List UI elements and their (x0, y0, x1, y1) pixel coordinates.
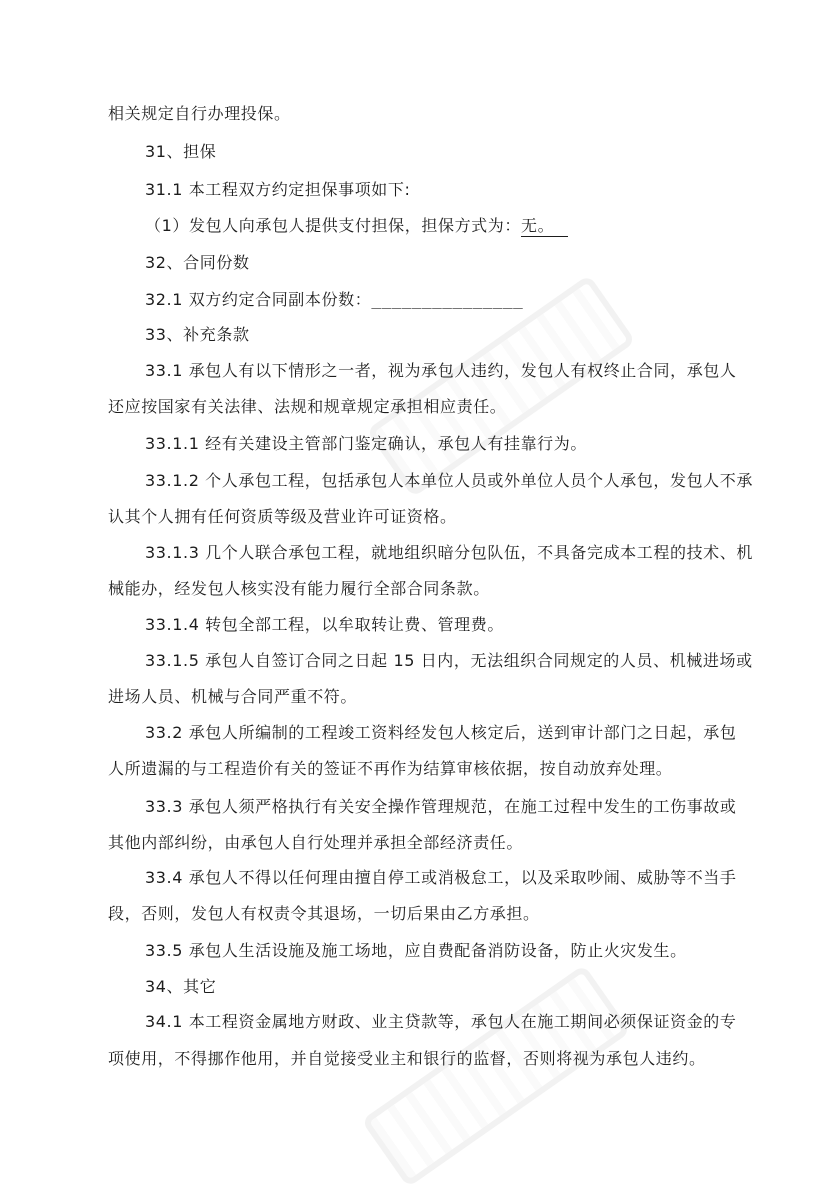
section-heading: 32、合同份数 (145, 253, 250, 272)
paragraph-line: 33.4 承包人不得以任何理由擅自停工或消极怠工，以及采取吵闹、威胁等不当手 (145, 868, 737, 887)
line-text: 32.1 双方约定合同副本份数： (145, 290, 372, 309)
paragraph-line: 还应按国家有关法律、法规和规章规定承担相应责任。 (108, 397, 507, 416)
paragraph-line: 人所遗漏的与工程造价有关的签证不再作为结算审核依据，按自动放弃处理。 (108, 759, 673, 778)
paragraph-line: 33.1.3 几个人联合承包工程，就地组织暗分包队伍，不具备完成本工程的技术、机 (145, 543, 753, 562)
paragraph-line: 33.1.4 转包全部工程，以牟取转让费、管理费。 (145, 615, 504, 634)
watermark (361, 964, 631, 1187)
paragraph-line: 34.1 本工程资金属地方财政、业主贷款等，承包人在施工期间必须保证资金的专 (145, 1012, 737, 1031)
paragraph-line: 33.2 承包人所编制的工程竣工资料经发包人核定后，送到审计部门之日起，承包 (145, 723, 737, 742)
paragraph-line (145, 214, 568, 238)
paragraph-line: 33.1.2 个人承包工程，包括承包人本单位人员或外单位人员个人承包，发包人不承 (145, 471, 753, 490)
paragraph-line (145, 288, 523, 312)
paragraph-line: 相关规定自行办理投保。 (108, 104, 291, 123)
paragraph-line: 33.1.5 承包人自签订合同之日起 15 日内，无法组织合同规定的人员、机械进场或 (145, 651, 753, 670)
section-heading: 33、补充条款 (145, 325, 250, 344)
line-text: （1）发包人向承包人提供支付担保，担保方式为： (145, 216, 521, 235)
paragraph-line: 段，否则，发包人有权责令其退场，一切后果由乙方承担。 (108, 904, 540, 923)
paragraph-line: 31.1 本工程双方约定担保事项如下: (145, 180, 411, 199)
paragraph-line: 33.1.1 经有关建设主管部门鉴定确认，承包人有挂靠行为。 (145, 434, 587, 453)
paragraph-line: 其他内部纠纷，由承包人自行处理并承担全部经济责任。 (108, 833, 524, 852)
fill-in-blank: _______________ (371, 290, 524, 309)
paragraph-line: 进场人员、机械与合同严重不符。 (108, 687, 358, 706)
paragraph-line: 认其个人拥有任何资质等级及营业许可证资格。 (108, 507, 457, 526)
paragraph-line: 33.5 承包人生活设施及施工场地，应自费配备消防设备，防止火灾发生。 (145, 941, 687, 960)
paragraph-line: 项使用，不得挪作他用，并自觉接受业主和银行的监督，否则将视为承包人违约。 (108, 1049, 706, 1068)
section-heading: 31、担保 (145, 142, 217, 161)
section-heading: 34、其它 (145, 977, 217, 996)
underlined-value: 无。 (521, 216, 568, 237)
paragraph-line: 33.1 承包人有以下情形之一者，视为承包人违约，发包人有权终止合同，承包人 (145, 361, 737, 380)
paragraph-line: 械能办，经发包人核实没有能力履行全部合同条款。 (108, 579, 490, 598)
paragraph-line: 33.3 承包人须严格执行有关安全操作管理规范，在施工过程中发生的工伤事故或 (145, 797, 737, 816)
